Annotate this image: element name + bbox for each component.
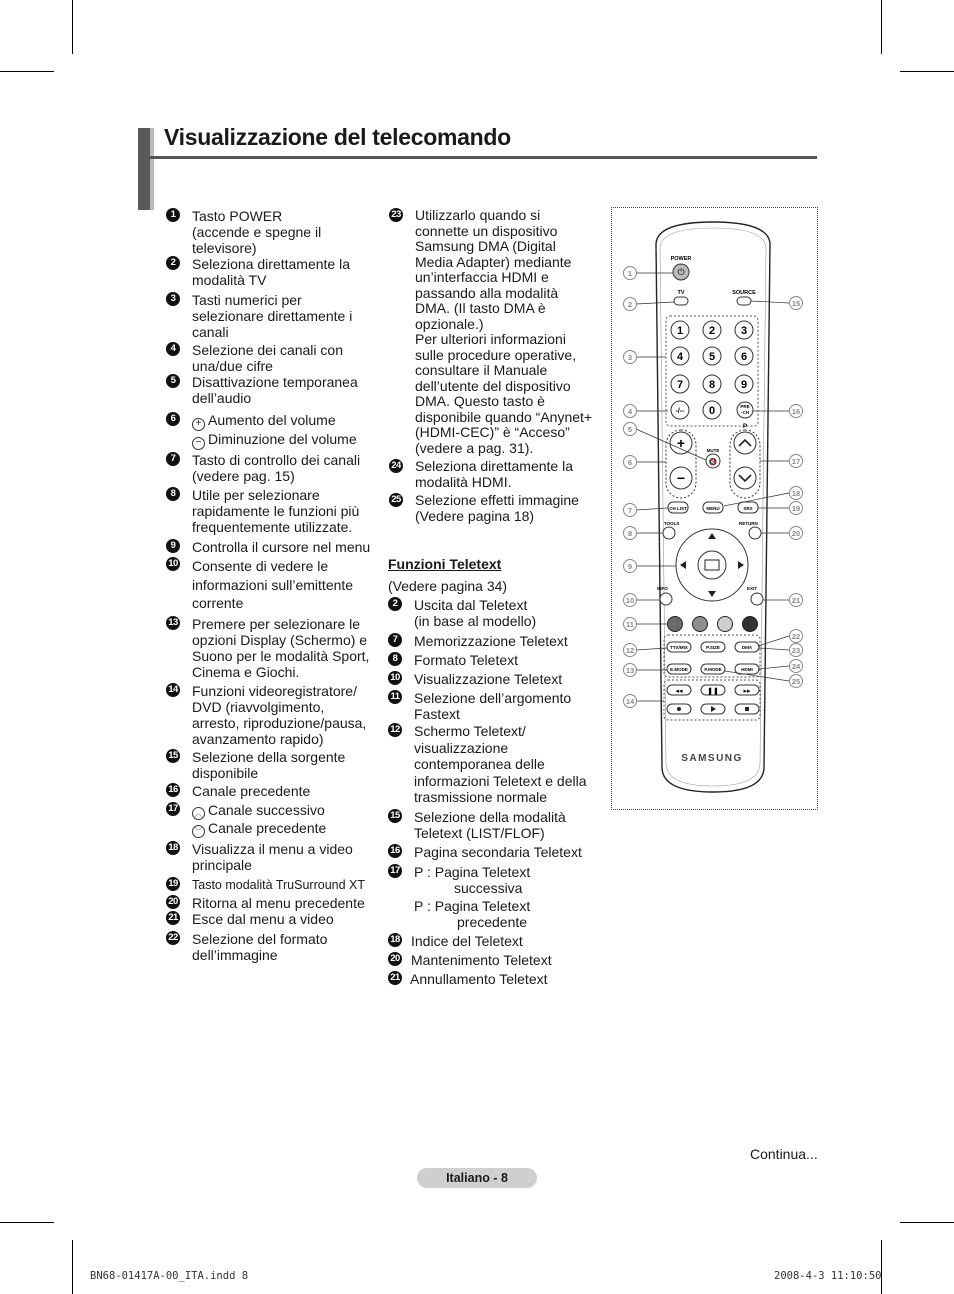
- item-text: rapidamente le funzioni più: [192, 503, 360, 519]
- item-text: televisore): [192, 240, 257, 256]
- item-text: Selezione dell’argomento: [414, 690, 572, 706]
- item-text: Visualizza il menu a video: [192, 840, 353, 857]
- item-text: Seleziona direttamente la: [415, 458, 573, 474]
- item-text: dell’immagine: [192, 946, 278, 963]
- digit-label: 2: [708, 325, 716, 337]
- item-text: P : Pagina Teletext: [414, 863, 531, 880]
- callout-number: 7: [166, 452, 180, 466]
- ttx-label: TTX/MIX: [670, 645, 688, 650]
- list-item: [166, 877, 376, 893]
- tools-button[interactable]: [663, 527, 675, 539]
- callout-number: 12: [388, 723, 402, 737]
- list-item: [166, 412, 376, 450]
- item-text: corrente: [192, 595, 244, 611]
- callout-number: 3: [166, 292, 180, 306]
- callout-number: 9: [166, 539, 180, 553]
- digit-label: 7: [676, 379, 684, 391]
- item-text: DVD (riavvolgimento,: [192, 698, 325, 715]
- list-item: [388, 933, 603, 949]
- item-text: frequentemente utilizzate.: [192, 519, 353, 535]
- teletext-heading: Funzioni Teletext: [388, 556, 502, 572]
- callout-number: 2: [388, 597, 402, 611]
- list-item: [389, 208, 604, 456]
- item-text: modalità TV: [192, 272, 267, 288]
- footer-file-info: BN68-01417A-00_ITA.indd 8: [90, 1270, 249, 1282]
- dash-label: -/--: [675, 408, 685, 415]
- item-text: (accende e spegne il: [192, 224, 322, 240]
- item-text: DMA. Questo tasto è: [415, 393, 545, 409]
- callout-number: 8: [388, 652, 402, 666]
- mute-icon: 🔇: [708, 459, 718, 466]
- samsung-logo: SAMSUNG: [681, 753, 743, 764]
- dma-label: DMA: [741, 645, 753, 650]
- callout-badge-label: 10: [625, 596, 635, 605]
- item-text: Seleziona direttamente la: [192, 256, 350, 272]
- item-text: P : Pagina Teletext: [414, 897, 531, 914]
- item-text: Selezione del formato: [192, 930, 328, 947]
- list-item: [166, 487, 376, 535]
- fast-forward-icon: ▸▸: [743, 688, 751, 695]
- callout-number: 10: [388, 671, 402, 685]
- rewind-icon: ◂◂: [675, 688, 683, 695]
- item-text: dell’utente del dispositivo: [415, 377, 571, 394]
- plus-icon: +: [192, 418, 205, 431]
- item-text: (HDMI-CEC)” è “Acceso”: [415, 424, 570, 440]
- list-item: [388, 633, 603, 649]
- pause-icon: ❚❚: [707, 688, 719, 695]
- callout-number: 21: [166, 911, 180, 925]
- item-text: Utilizzarlo quando si: [415, 207, 541, 223]
- item-text: avanzamento rapido): [192, 730, 324, 747]
- item-text: Mantenimento Teletext: [411, 951, 552, 968]
- header-accent-bar: [138, 128, 150, 210]
- item-text: DMA. (Il tasto DMA è: [415, 300, 546, 316]
- item-text: Canale precedente: [192, 782, 311, 799]
- psize-label: P.SIZE: [706, 645, 720, 650]
- callout-badge-label: 19: [791, 504, 801, 513]
- item-text: Selezione della sorgente: [192, 748, 346, 765]
- list-item: [388, 864, 603, 930]
- srs-label: SRS: [743, 506, 753, 511]
- item-text: Canale precedente: [208, 819, 327, 836]
- teletext-section: [388, 556, 603, 987]
- item-text: canali: [192, 324, 229, 340]
- item-text: informazioni Teletext e della: [414, 772, 587, 789]
- callout-number: 22: [166, 931, 180, 945]
- info-label: INFO: [657, 586, 668, 591]
- plus-icon: +: [676, 435, 686, 451]
- list-item: [389, 459, 604, 490]
- mute-label: MUTE: [706, 448, 720, 453]
- list-item: [388, 952, 603, 968]
- callout-number: 17: [166, 802, 180, 816]
- callout-badge-label: 6: [627, 458, 633, 467]
- callout-number: 19: [166, 877, 180, 891]
- pre-ch-label: PRE: [740, 404, 750, 409]
- list-item: [166, 256, 376, 288]
- callout-badge-label: 8: [627, 529, 633, 538]
- callout-number: 18: [388, 933, 402, 947]
- item-text: una/due cifre: [192, 358, 273, 374]
- item-text: Tasto POWER: [192, 208, 283, 224]
- minus-icon: −: [676, 470, 686, 486]
- callout-number: 6: [166, 412, 180, 426]
- callout-number: 17: [388, 864, 402, 878]
- minus-icon: −: [192, 437, 205, 450]
- digit-label: 8: [708, 379, 716, 391]
- list-item: [166, 342, 376, 374]
- item-text: precedente: [457, 913, 528, 930]
- item-text: informazioni sull’emittente: [192, 576, 354, 593]
- channel-down-button[interactable]: [734, 467, 756, 489]
- callout-badge-label: 23: [791, 646, 801, 655]
- digit-label: 6: [740, 351, 748, 363]
- callout-number: 25: [389, 493, 403, 507]
- list-item: [166, 452, 376, 484]
- callout-number: 13: [166, 616, 180, 630]
- item-text: passando alla modalità: [415, 284, 559, 301]
- callout-badge-label: 14: [625, 697, 635, 706]
- header-accent-stripe: [150, 128, 154, 210]
- callout-badge-label: 9: [627, 562, 633, 571]
- item-text: disponibile: [192, 764, 259, 781]
- crop-mark: [900, 1222, 954, 1223]
- item-text: Controlla il cursore nel menu: [192, 539, 371, 555]
- callout-number: 15: [388, 809, 402, 823]
- blue-button[interactable]: [743, 617, 758, 632]
- list-item: [389, 493, 604, 524]
- item-text: dell’audio: [192, 390, 252, 406]
- item-text: (Vedere pagina 18): [415, 507, 535, 524]
- crop-mark: [881, 0, 882, 54]
- yellow-button[interactable]: [718, 617, 733, 632]
- callout-badge-label: 2: [627, 300, 633, 309]
- channel-up-button[interactable]: [734, 432, 756, 454]
- pmode-label: P.MODE: [704, 667, 722, 672]
- hdmi-label: HDMI: [741, 667, 753, 672]
- item-text: Indice del Teletext: [411, 932, 523, 949]
- item-text: Esce dal menu a video: [192, 910, 334, 927]
- list-item: [388, 809, 603, 841]
- list-item: [166, 557, 376, 613]
- list-item: [388, 971, 603, 987]
- callout-number: 21: [388, 971, 402, 985]
- item-text: Canale successivo: [208, 801, 325, 818]
- callout-number: 20: [166, 895, 180, 909]
- item-text: disponibile quando “Anynet+: [415, 408, 593, 425]
- callout-badge-label: 15: [791, 299, 801, 308]
- item-text: (in base al modello): [414, 613, 537, 629]
- continue-note: Continua...: [750, 1146, 818, 1162]
- tools-label: TOOLS: [664, 521, 680, 526]
- red-button[interactable]: [668, 617, 683, 632]
- callout-number: 20: [388, 952, 402, 966]
- crop-mark: [72, 1240, 73, 1294]
- item-text: (vedere pag. 15): [192, 468, 295, 484]
- list-item: [388, 671, 603, 687]
- callout-badge-label: 11: [626, 620, 634, 629]
- crop-mark: [900, 71, 954, 72]
- record-icon: [677, 707, 681, 711]
- callout-badge-label: 20: [791, 529, 801, 538]
- callout-badge-label: 1: [627, 269, 633, 278]
- title-rule: [150, 156, 817, 159]
- list-item: [388, 844, 603, 860]
- item-text: Ritorna al menu precedente: [192, 894, 365, 911]
- item-text: modalità HDMI.: [415, 473, 512, 490]
- item-text: trasmissione normale: [414, 789, 548, 805]
- item-text: opzionale.): [415, 315, 484, 332]
- callout-number: 16: [166, 783, 180, 797]
- list-item: [166, 783, 376, 799]
- power-icon: ⏻: [677, 267, 685, 277]
- item-text: Uscita dal Teletext: [414, 597, 528, 613]
- list-item: [166, 931, 376, 963]
- middle-column: [389, 208, 604, 524]
- list-item: [166, 749, 376, 781]
- callout-number: 7: [388, 633, 402, 647]
- callout-badge-label: 4: [627, 407, 633, 416]
- info-button[interactable]: [660, 593, 672, 605]
- chevron-up-icon: ︿: [192, 807, 205, 820]
- crop-mark: [881, 1240, 882, 1294]
- callout-badge-label: 7: [627, 506, 633, 515]
- callout-number: 4: [166, 342, 180, 356]
- list-item: [388, 723, 603, 806]
- item-text: Media Adapter) mediante: [415, 253, 572, 270]
- digit-label: 9: [740, 379, 748, 391]
- callout-badge-label: 21: [791, 596, 801, 605]
- callout-badge-label: 22: [791, 632, 801, 641]
- crop-mark: [72, 0, 73, 54]
- green-button[interactable]: [693, 617, 708, 632]
- callout-number: 8: [166, 487, 180, 501]
- item-text: Suono per le modalità Sport,: [192, 647, 370, 664]
- item-text: consultare il Manuale: [415, 362, 548, 378]
- left-column: [166, 208, 376, 963]
- crop-mark: [0, 1222, 54, 1223]
- callout-number: 14: [166, 683, 180, 697]
- callout-number: 11: [388, 690, 402, 704]
- callout-number: 1: [166, 208, 180, 222]
- item-text: Pagina secondaria Teletext: [414, 843, 582, 860]
- item-text: connette un dispositivo: [415, 222, 558, 239]
- pre-ch-label-2: -CH: [741, 410, 749, 415]
- list-item: [388, 652, 603, 668]
- item-text: Selezione effetti immagine: [415, 492, 579, 508]
- list-item: [166, 841, 376, 873]
- callout-number: 16: [388, 844, 402, 858]
- crop-mark: [0, 71, 54, 72]
- tv-button[interactable]: [674, 297, 688, 305]
- list-item: [166, 895, 376, 911]
- footer-timestamp: 2008-4-3 11:10:50: [774, 1270, 882, 1282]
- item-text: contemporanea delle: [414, 756, 545, 772]
- callouts-right: [790, 297, 803, 688]
- item-text: (vedere a pag. 31).: [415, 439, 534, 456]
- item-text: Diminuzione del volume: [208, 431, 357, 447]
- callout-number: 24: [389, 459, 403, 473]
- stop-icon: [745, 707, 749, 711]
- item-text: sulle procedure operative,: [415, 346, 577, 363]
- page-number-badge: Italiano - 8: [417, 1168, 537, 1188]
- return-button[interactable]: [749, 527, 761, 539]
- exit-button[interactable]: [751, 593, 763, 605]
- callout-badge-label: 16: [791, 407, 801, 416]
- digit-label: 3: [740, 325, 748, 337]
- item-text: Consente di vedere le: [192, 558, 329, 574]
- digit-label: 5: [708, 351, 716, 363]
- item-text: Selezione della modalità: [414, 808, 566, 825]
- item-text: un’interfaccia HDMI e: [415, 269, 549, 285]
- list-item: [388, 597, 603, 629]
- callout-number: 10: [166, 557, 180, 571]
- item-text: Annullamento Teletext: [410, 970, 548, 987]
- item-text: Tasti numerici per: [192, 292, 302, 308]
- item-text: Cinema e Giochi.: [192, 663, 300, 680]
- item-text: visualizzazione: [414, 739, 509, 756]
- item-text: opzioni Display (Schermo) e: [192, 631, 368, 648]
- item-text: Disattivazione temporanea: [192, 374, 358, 390]
- return-label: RETURN: [739, 521, 758, 526]
- list-item: [166, 683, 376, 747]
- callout-badge-label: 5: [627, 425, 633, 434]
- item-text: Schermo Teletext/: [414, 723, 526, 739]
- emode-label: E.MODE: [670, 667, 688, 672]
- list-item: [166, 374, 376, 406]
- list-item: [166, 292, 376, 340]
- item-text: Selezione dei canali con: [192, 342, 343, 358]
- item-text: Utile per selezionare: [192, 487, 320, 503]
- list-item: [388, 690, 603, 722]
- callout-badge-label: 3: [627, 353, 633, 362]
- item-text: Funzioni videoregistratore/: [192, 682, 357, 699]
- list-item: [166, 208, 376, 256]
- item-text: Formato Teletext: [414, 652, 519, 668]
- digit-label: 1: [676, 325, 684, 337]
- list-item: [166, 802, 376, 838]
- callouts-left: [624, 267, 637, 708]
- callout-badge-label: 13: [625, 666, 635, 675]
- item-text: Per ulteriori informazioni: [415, 331, 566, 347]
- callout-number: 23: [389, 208, 403, 222]
- chevron-down-icon: ﹀: [192, 825, 205, 838]
- list-item: [166, 616, 376, 680]
- digit-label: 0: [708, 405, 716, 417]
- item-text: Tasto di controllo dei canali: [192, 452, 361, 468]
- source-label: SOURCE: [732, 290, 756, 296]
- item-text: Fastext: [414, 706, 460, 722]
- callout-badge-label: 12: [625, 646, 635, 655]
- source-button[interactable]: [737, 297, 751, 305]
- list-item: [166, 911, 376, 927]
- ch-list-label: CH LIST: [669, 506, 687, 511]
- item-text: Premere per selezionare le: [192, 615, 361, 632]
- callout-number: 18: [166, 841, 180, 855]
- callout-number: 5: [166, 374, 180, 388]
- item-text: selezionare direttamente i: [192, 308, 353, 324]
- item-text: successiva: [454, 879, 523, 896]
- power-label: POWER: [670, 256, 692, 262]
- item-text: Tasto modalità TruSurround XT: [192, 877, 365, 892]
- list-item: [166, 539, 376, 555]
- callout-badge-label: 18: [791, 489, 801, 498]
- callout-badge-label: 17: [791, 457, 801, 466]
- item-text: Samsung DMA (Digital: [415, 238, 556, 254]
- callout-badge-label: 25: [791, 677, 801, 686]
- exit-label: EXIT: [747, 586, 758, 591]
- item-text: arresto, riproduzione/pausa,: [192, 714, 367, 731]
- item-text: Memorizzazione Teletext: [414, 633, 568, 649]
- remote-control-illustration: [612, 208, 816, 808]
- callout-number: 15: [166, 749, 180, 763]
- callout-badge-label: 24: [791, 662, 801, 671]
- callout-number: 2: [166, 256, 180, 270]
- item-text: Aumento del volume: [208, 412, 336, 428]
- menu-label: MENU: [706, 506, 720, 511]
- tv-label: TV: [677, 290, 685, 296]
- p-label: P: [742, 424, 748, 430]
- item-text: Teletext (LIST/FLOF): [414, 824, 545, 841]
- item-text: Visualizzazione Teletext: [414, 671, 563, 687]
- page-title: Visualizzazione del telecomando: [164, 124, 511, 150]
- item-text: principale: [192, 856, 252, 873]
- teletext-subheading: (Vedere pagina 34): [388, 578, 508, 594]
- enter-icon: [705, 560, 719, 570]
- digit-label: 4: [676, 351, 684, 363]
